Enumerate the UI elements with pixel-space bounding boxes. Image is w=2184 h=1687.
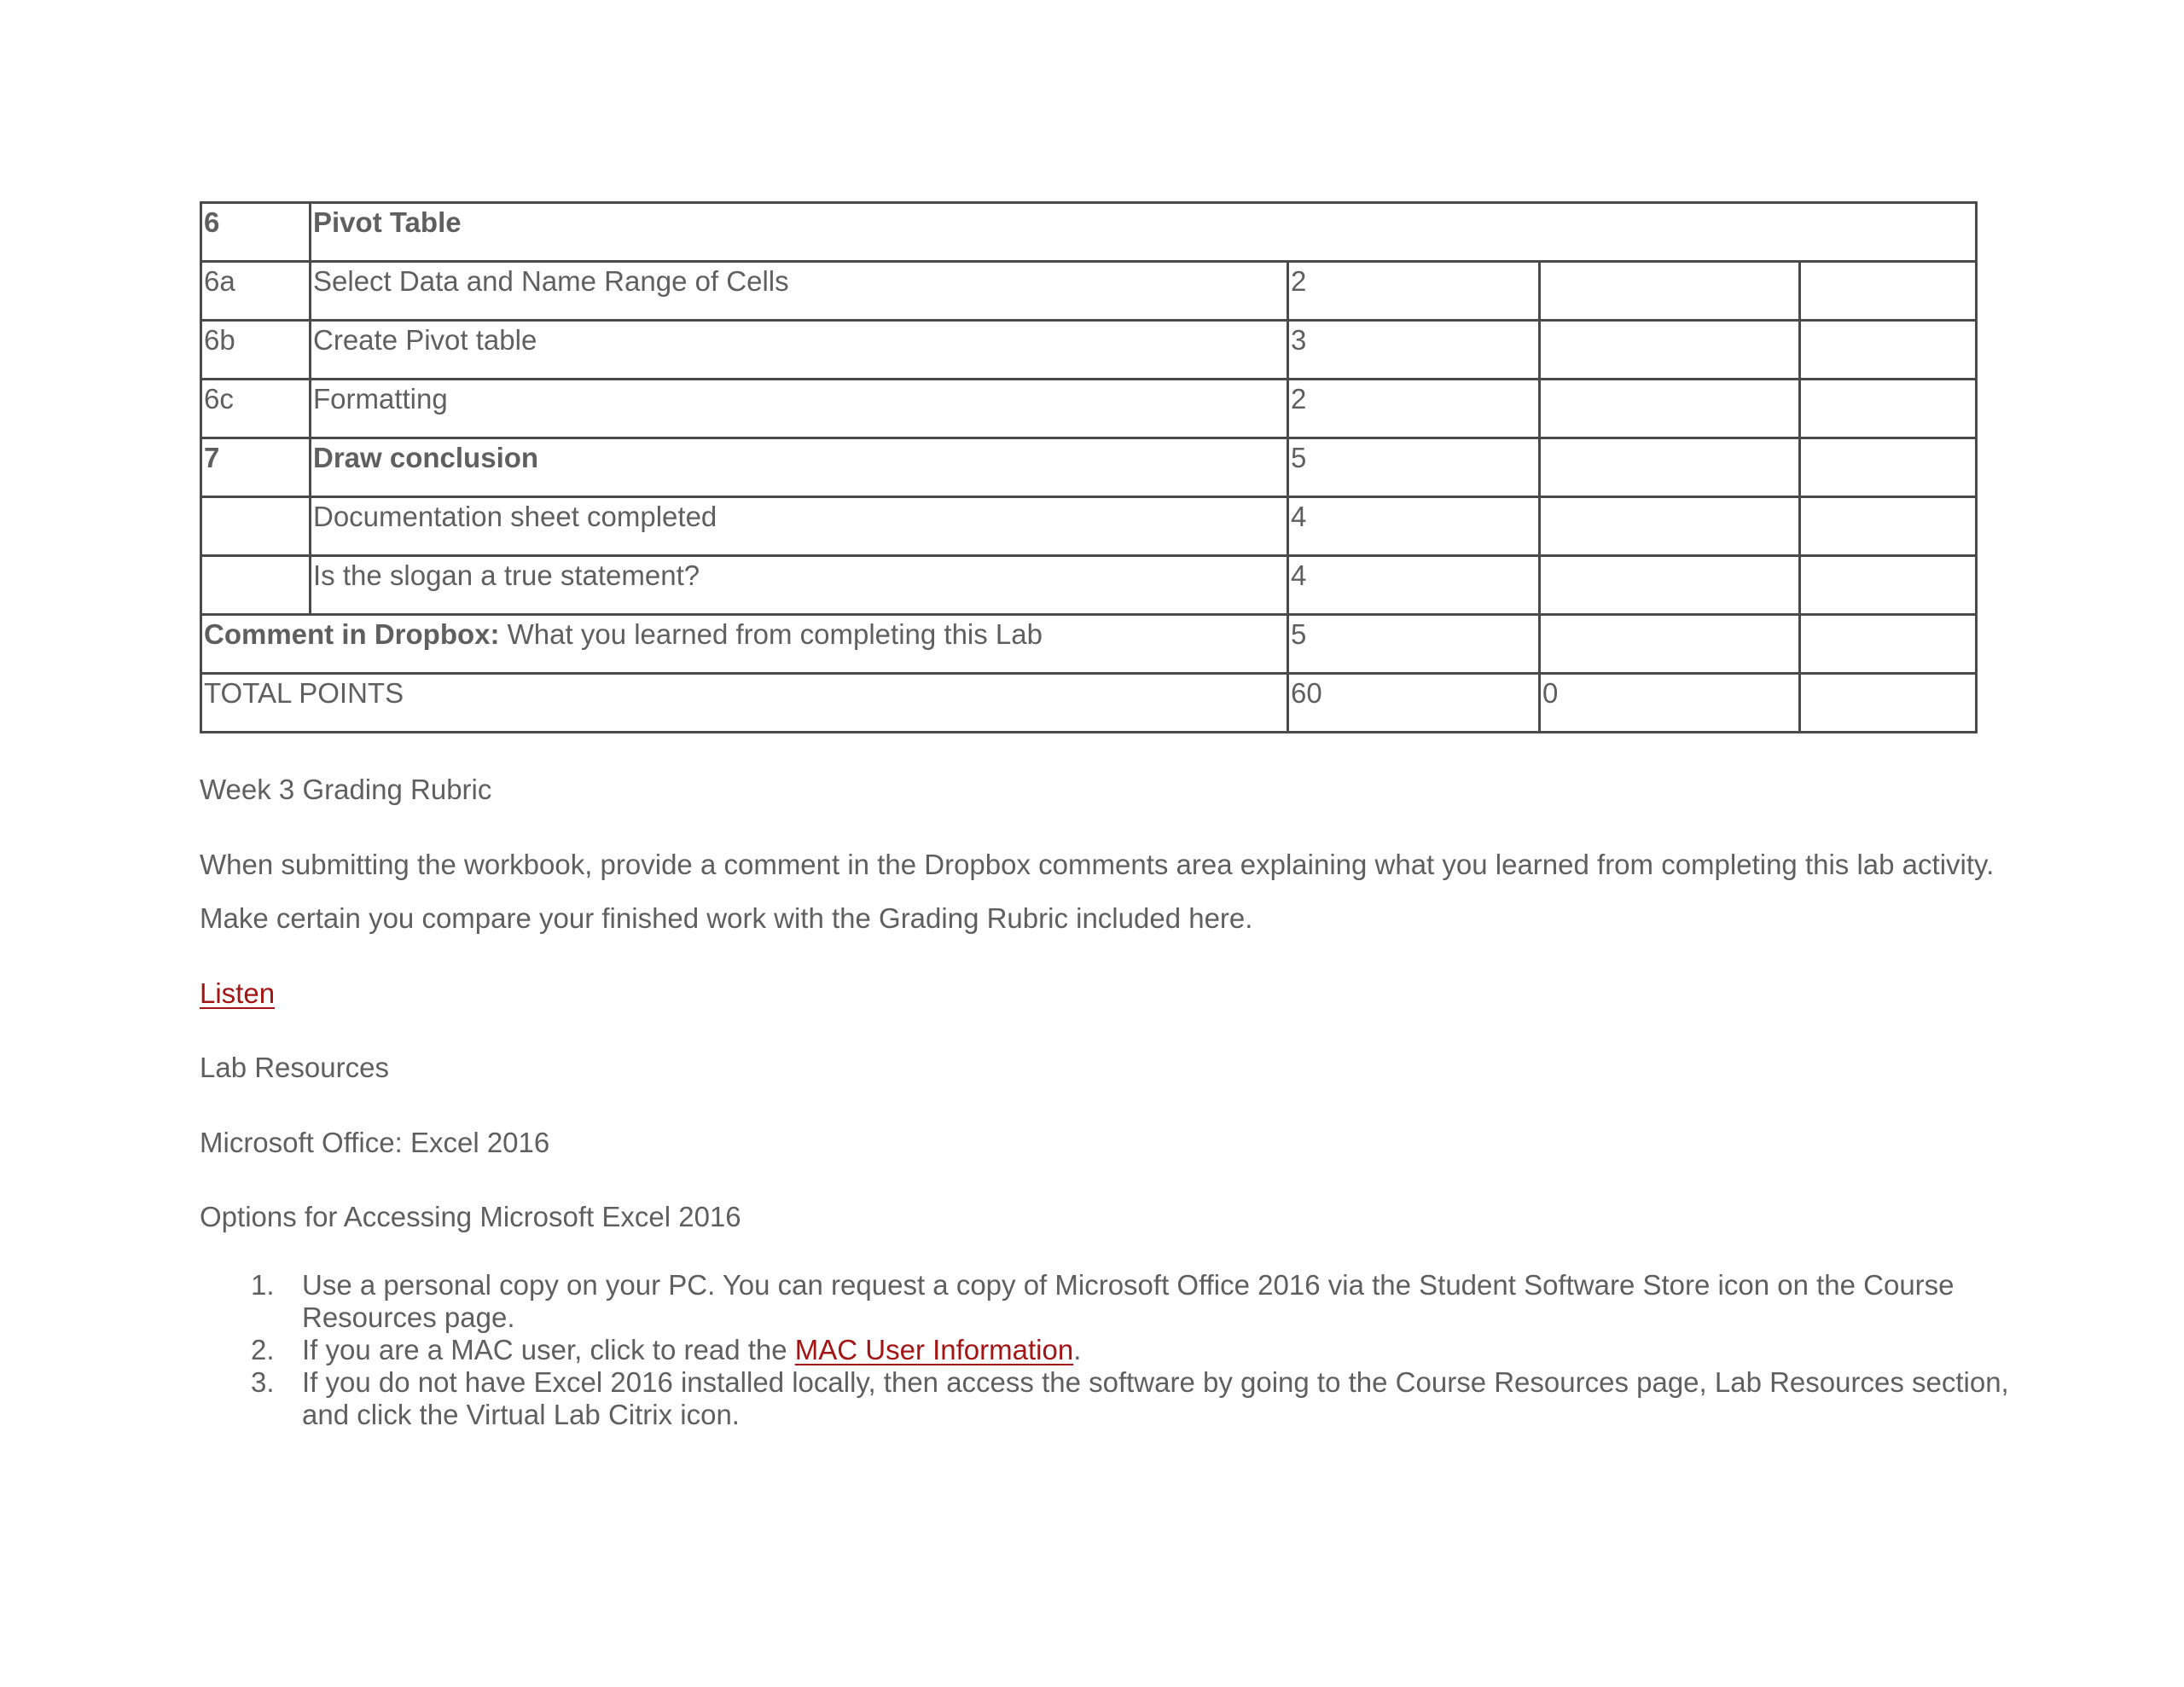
row-id-cell: 6b	[201, 321, 311, 380]
earned-cell	[1540, 615, 1800, 674]
extra-cell	[1800, 321, 1977, 380]
list-item-text: Use a personal copy on your PC. You can request a copy of Microsoft Office 2016 via the Student Software Store icon on the Course Resources page.	[302, 1269, 1955, 1333]
earned-cell	[1540, 556, 1800, 615]
compare-instructions: Make certain you compare your finished work with the Grading Rubric included here.	[200, 902, 1253, 934]
list-item-number: 2.	[251, 1334, 275, 1365]
earned-cell	[1540, 262, 1800, 321]
extra-cell	[1800, 438, 1977, 497]
criteria-cell: Create Pivot table	[311, 321, 1288, 380]
earned-cell	[1540, 438, 1800, 497]
extra-cell	[1800, 262, 1977, 321]
comment-label-rest: What you learned from completing this Lab	[499, 618, 1043, 650]
criteria-cell: Documentation sheet completed	[311, 497, 1288, 556]
points-cell: 2	[1288, 262, 1540, 321]
total-points-cell: 60	[1288, 674, 1540, 733]
listen-link[interactable]: Listen	[200, 977, 276, 1009]
extra-cell	[1800, 380, 1977, 438]
row-id-cell: 7	[201, 438, 311, 497]
earned-cell	[1540, 380, 1800, 438]
earned-cell	[1540, 497, 1800, 556]
list-item	[200, 1334, 2017, 1366]
points-cell: 5	[1288, 438, 1540, 497]
table-row	[201, 556, 1977, 615]
criteria-cell: Formatting	[311, 380, 1288, 438]
listen-paragraph	[200, 977, 275, 1011]
row-id-cell	[201, 497, 311, 556]
list-item-text-pre: If you are a MAC user, click to read the	[302, 1334, 795, 1365]
points-cell: 5	[1288, 615, 1540, 674]
total-row	[201, 674, 1977, 733]
table-row	[201, 321, 1977, 380]
points-cell: 2	[1288, 380, 1540, 438]
submit-instructions: When submitting the workbook, provide a comment in the Dropbox comments area explaining what you learned from completing this lab activity.	[200, 849, 1995, 880]
row-id-cell	[201, 556, 311, 615]
table-row	[201, 497, 1977, 556]
extra-cell	[1800, 615, 1977, 674]
list-item	[200, 1269, 2017, 1334]
extra-cell	[1800, 556, 1977, 615]
criteria-cell: Draw conclusion	[311, 438, 1288, 497]
table-row	[201, 203, 1977, 262]
row-id-cell: 6	[201, 203, 311, 262]
list-item	[200, 1366, 2017, 1431]
points-cell: 4	[1288, 497, 1540, 556]
list-item-text: If you do not have Excel 2016 installed locally, then access the software by going to the Course Resources page, Lab Resources section, and click the Virtual Lab Citrix icon.	[302, 1366, 2009, 1430]
extra-cell	[1800, 497, 1977, 556]
options-title: Options for Accessing Microsoft Excel 2016	[200, 1201, 741, 1232]
section-title-cell: Pivot Table	[311, 203, 1977, 262]
row-id-cell: 6a	[201, 262, 311, 321]
points-cell: 4	[1288, 556, 1540, 615]
table-row	[201, 438, 1977, 497]
row-id-cell: 6c	[201, 380, 311, 438]
list-item-number: 3.	[251, 1366, 275, 1398]
criteria-cell: Select Data and Name Range of Cells	[311, 262, 1288, 321]
lab-resources-heading: Lab Resources	[200, 1052, 389, 1083]
excel-title: Microsoft Office: Excel 2016	[200, 1127, 550, 1158]
rubric-title: Week 3 Grading Rubric	[200, 774, 492, 805]
table-row	[201, 380, 1977, 438]
total-label-cell: TOTAL POINTS	[201, 674, 1288, 733]
comment-criteria-cell	[201, 615, 1288, 674]
comment-label-bold: Comment in Dropbox:	[204, 618, 500, 650]
extra-cell	[1800, 674, 1977, 733]
list-item-number: 1.	[251, 1269, 275, 1301]
list-item-text-post: .	[1073, 1334, 1082, 1365]
grading-rubric-table	[200, 201, 1978, 733]
total-earned-cell: 0	[1540, 674, 1800, 733]
mac-user-information-link[interactable]: MAC User Information	[794, 1334, 1074, 1365]
comment-row	[201, 615, 1977, 674]
points-cell: 3	[1288, 321, 1540, 380]
earned-cell	[1540, 321, 1800, 380]
criteria-cell: Is the slogan a true statement?	[311, 556, 1288, 615]
table-row	[201, 262, 1977, 321]
access-options-list	[200, 1269, 2017, 1431]
